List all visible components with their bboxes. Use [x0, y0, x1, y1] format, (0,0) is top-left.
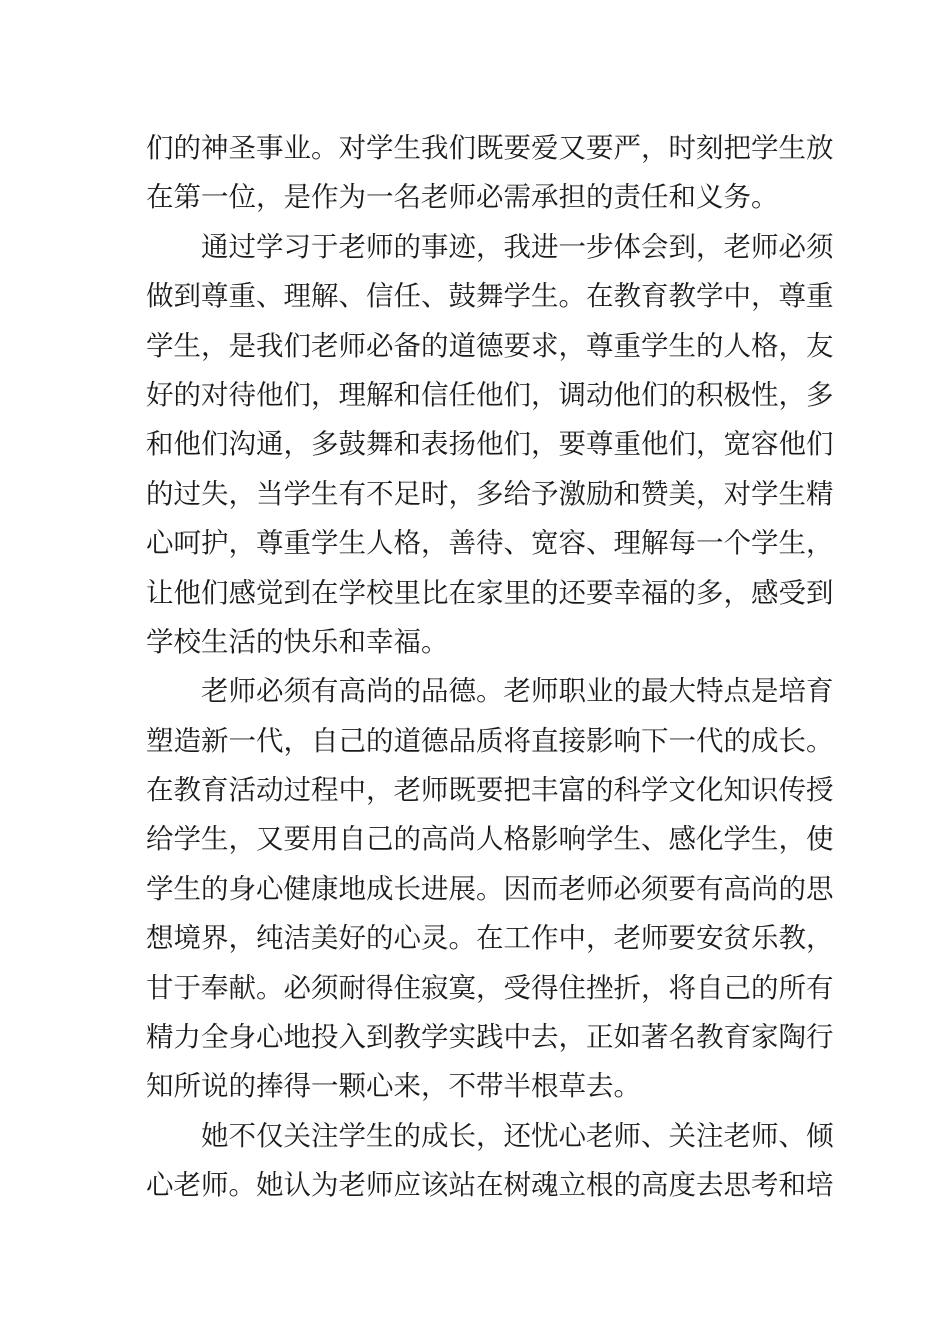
text-line: 心老师。她认为老师应该站在树魂立根的高度去思考和培 [146, 1169, 834, 1202]
text-line: 想境界，纯洁美好的心灵。在工作中，老师要安贫乐教， [146, 922, 834, 955]
text-line: 精力全身心地投入到教学实践中去，正如著名教育家陶行 [146, 1021, 834, 1054]
body-text [146, 124, 834, 1211]
text-line: 学生的身心健康地成长进展。因而老师必须要有高尚的思 [146, 872, 834, 905]
paragraph-first-line: 老师必须有高尚的品德。老师职业的最大特点是培育 [201, 675, 834, 708]
text-line: 知所说的捧得一颗心来，不带半根草去。 [146, 1070, 641, 1103]
text-line: 做到尊重、理解、信任、鼓舞学生。在教育教学中，尊重 [146, 280, 834, 313]
text-line: 们的神圣事业。对学生我们既要爱又要严，时刻把学生放 [146, 132, 834, 164]
text-line: 塑造新一代，自己的道德品质将直接影响下一代的成长。 [146, 724, 834, 757]
text-line: 心呵护，尊重学生人格，善待、宽容、理解每一个学生， [146, 527, 834, 560]
text-line: 在教育活动过程中，老师既要把丰富的科学文化知识传授 [146, 774, 834, 807]
paragraph-first-line: 她不仅关注学生的成长，还忧心老师、关注老师、倾 [201, 1119, 834, 1152]
text-line: 学生，是我们老师必备的道德要求，尊重学生的人格，友 [146, 329, 834, 362]
paragraph-first-line: 通过学习于老师的事迹，我进一步体会到，老师必须 [201, 230, 834, 263]
text-line: 好的对待他们，理解和信任他们，调动他们的积极性，多 [146, 378, 834, 411]
text-line: 在第一位，是作为一名老师必需承担的责任和义务。 [146, 181, 779, 214]
text-line: 学校生活的快乐和幸福。 [146, 625, 449, 658]
text-line: 和他们沟通，多鼓舞和表扬他们，要尊重他们，宽容他们 [146, 428, 834, 461]
text-line: 甘于奉献。必须耐得住寂寞，受得住挫折，将自己的所有 [146, 971, 834, 1004]
text-line: 的过失，当学生有不足时，多给予激励和赞美，对学生精 [146, 477, 834, 510]
text-line: 让他们感觉到在学校里比在家里的还要幸福的多，感受到 [146, 576, 834, 609]
text-line: 给学生，又要用自己的高尚人格影响学生、感化学生，使 [146, 823, 834, 856]
